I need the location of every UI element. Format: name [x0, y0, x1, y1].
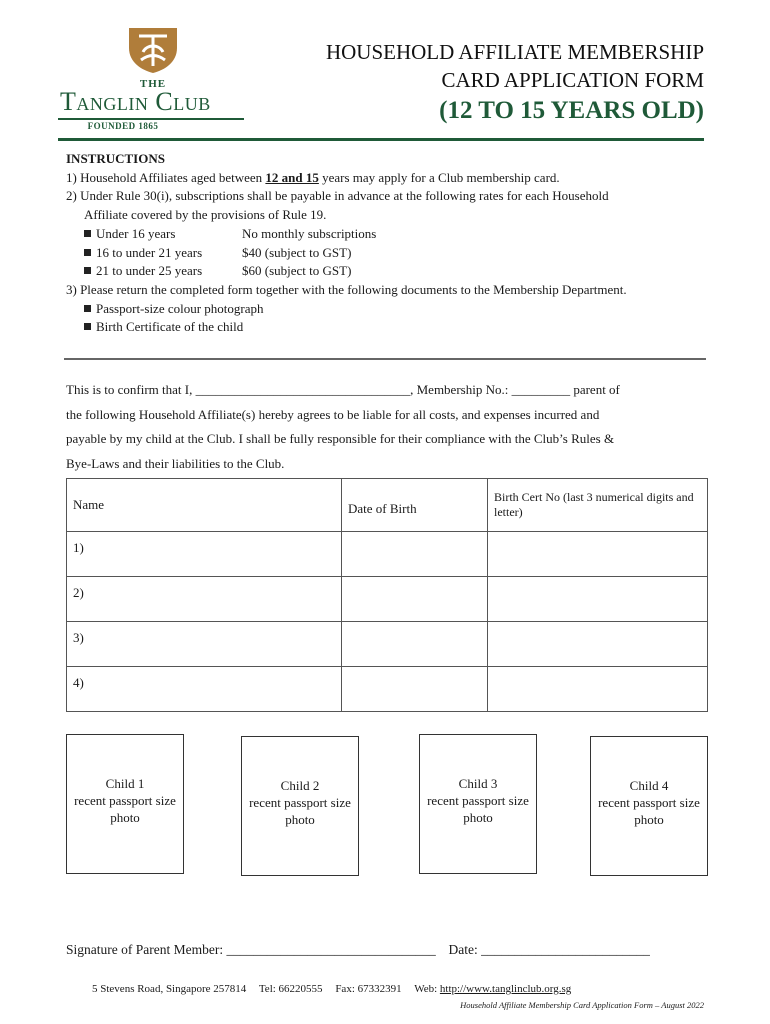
confirm-line-1[interactable]: This is to confirm that I, _________________________________, Membership No.: _________ parent of [66, 382, 620, 397]
photo-box-child-3[interactable] [419, 734, 537, 874]
signature-field[interactable]: Signature of Parent Member: _______________________________ [66, 942, 436, 957]
table-header-row [67, 479, 708, 532]
footer-web-label: Web: [414, 983, 438, 995]
instruction-2-cont: Affiliate covered by the provisions of Rule 19. [84, 207, 327, 223]
cert-cell[interactable] [488, 667, 708, 712]
table-row [67, 667, 708, 712]
date-field[interactable]: Date: _________________________ [448, 942, 650, 957]
row-number: 1) [73, 540, 84, 555]
name-cell[interactable] [67, 622, 342, 667]
rate-age: Under 16 years [96, 225, 176, 241]
table-row [67, 577, 708, 622]
name-cell[interactable] [67, 532, 342, 577]
bullet-icon [84, 249, 91, 256]
affiliates-table [66, 478, 708, 712]
title-line-2: CARD APPLICATION FORM [441, 68, 704, 92]
instruction-1 [66, 169, 706, 188]
rate-row [66, 262, 706, 281]
club-crest-icon [125, 26, 181, 74]
document-item [66, 318, 706, 337]
rate-value: $60 (subject to GST) [242, 263, 352, 279]
rate-age: 21 to under 25 years [96, 263, 203, 279]
row-number: 4) [73, 675, 84, 690]
photo-box-child-2[interactable] [241, 736, 359, 876]
confirm-line-2: the following Household Affiliate(s) hereby agrees to be liable for all costs, and expenses incurred and [66, 406, 600, 422]
title-divider [58, 138, 704, 141]
bullet-icon [84, 323, 91, 330]
bullet-icon [84, 267, 91, 274]
instruction-1-text: 1) Household Affiliates aged between [66, 169, 266, 185]
header-name-label: Name [73, 497, 105, 512]
row-number: 2) [73, 585, 84, 600]
photo-caption: recent passport size photo [74, 793, 176, 825]
instructions-heading: INSTRUCTIONS [66, 151, 165, 166]
club-logo [58, 26, 248, 134]
photo-child-label: Child 3 [458, 776, 498, 791]
document-label: Birth Certificate of the child [96, 319, 244, 335]
confirm-line-3: payable by my child at the Club. I shall be fully responsible for their compliance with the Club’s Rules & [66, 431, 615, 446]
document-item [66, 300, 706, 319]
rate-row [66, 244, 706, 263]
header-cert-label: Birth Cert No (last 3 numerical digits and letter) [494, 490, 694, 519]
photo-box-child-4[interactable] [590, 736, 708, 876]
logo-the: THE [139, 78, 167, 90]
rate-value: No monthly subscriptions [242, 225, 377, 241]
title-line-1: HOUSEHOLD AFFILIATE MEMBERSHIP [325, 40, 704, 64]
photo-box-child-1[interactable] [66, 734, 184, 874]
rate-row [66, 225, 706, 244]
document-label: Passport-size colour photograph [96, 300, 264, 316]
title-age-range: (12 TO 15 YEARS OLD) [439, 97, 704, 124]
photo-caption: recent passport size photo [598, 795, 700, 827]
logo-rule [58, 118, 244, 120]
section-divider [64, 358, 706, 360]
name-cell[interactable] [67, 667, 342, 712]
form-footnote: Household Affiliate Membership Card Application Form – August 2022 [460, 1000, 704, 1010]
table-row [67, 622, 708, 667]
logo-club-name: Tanglin Club [60, 87, 211, 116]
form-title [326, 38, 704, 128]
cert-cell[interactable] [488, 532, 708, 577]
row-number: 3) [73, 630, 84, 645]
instruction-3: 3) Please return the completed form together with the following documents to the Membership Department. [66, 281, 627, 297]
footer-web-link[interactable]: http://www.tanglinclub.org.sg [439, 983, 572, 995]
footer-tel: Tel: 66220555 [258, 983, 323, 995]
footer-contact [92, 983, 571, 995]
name-cell[interactable] [67, 577, 342, 622]
table-row [67, 532, 708, 577]
bullet-icon [84, 305, 91, 312]
photo-child-label: Child 2 [280, 778, 320, 793]
instructions-section [66, 150, 706, 337]
dob-cell[interactable] [342, 577, 488, 622]
dob-cell[interactable] [342, 667, 488, 712]
confirm-line-4: Bye-Laws and their liabilities to the Club. [66, 455, 285, 471]
age-range-emphasis: 12 and 15 [265, 169, 319, 185]
photo-caption: recent passport size photo [427, 793, 529, 825]
instruction-1-tail: years may apply for a Club membership card. [318, 169, 560, 185]
header-dob-label: Date of Birth [348, 501, 417, 516]
header-dob [342, 479, 488, 532]
cert-cell[interactable] [488, 622, 708, 667]
rate-age: 16 to under 21 years [96, 244, 203, 260]
photo-caption: recent passport size photo [249, 795, 351, 827]
footer-fax: Fax: 67332391 [335, 983, 402, 995]
footer-address: 5 Stevens Road, Singapore 257814 [92, 983, 247, 995]
cert-cell[interactable] [488, 577, 708, 622]
header-cert [488, 479, 708, 532]
photo-child-label: Child 1 [105, 776, 145, 791]
rate-value: $40 (subject to GST) [242, 244, 352, 260]
confirmation-paragraph [66, 378, 704, 476]
instruction-2: 2) Under Rule 30(i), subscriptions shall be payable in advance at the following rates for each Household [66, 188, 609, 204]
dob-cell[interactable] [342, 532, 488, 577]
dob-cell[interactable] [342, 622, 488, 667]
bullet-icon [84, 230, 91, 237]
header-name [67, 479, 342, 532]
logo-founded: FOUNDED 1865 [87, 121, 159, 131]
photo-child-label: Child 4 [629, 778, 669, 793]
signature-line [66, 942, 650, 958]
